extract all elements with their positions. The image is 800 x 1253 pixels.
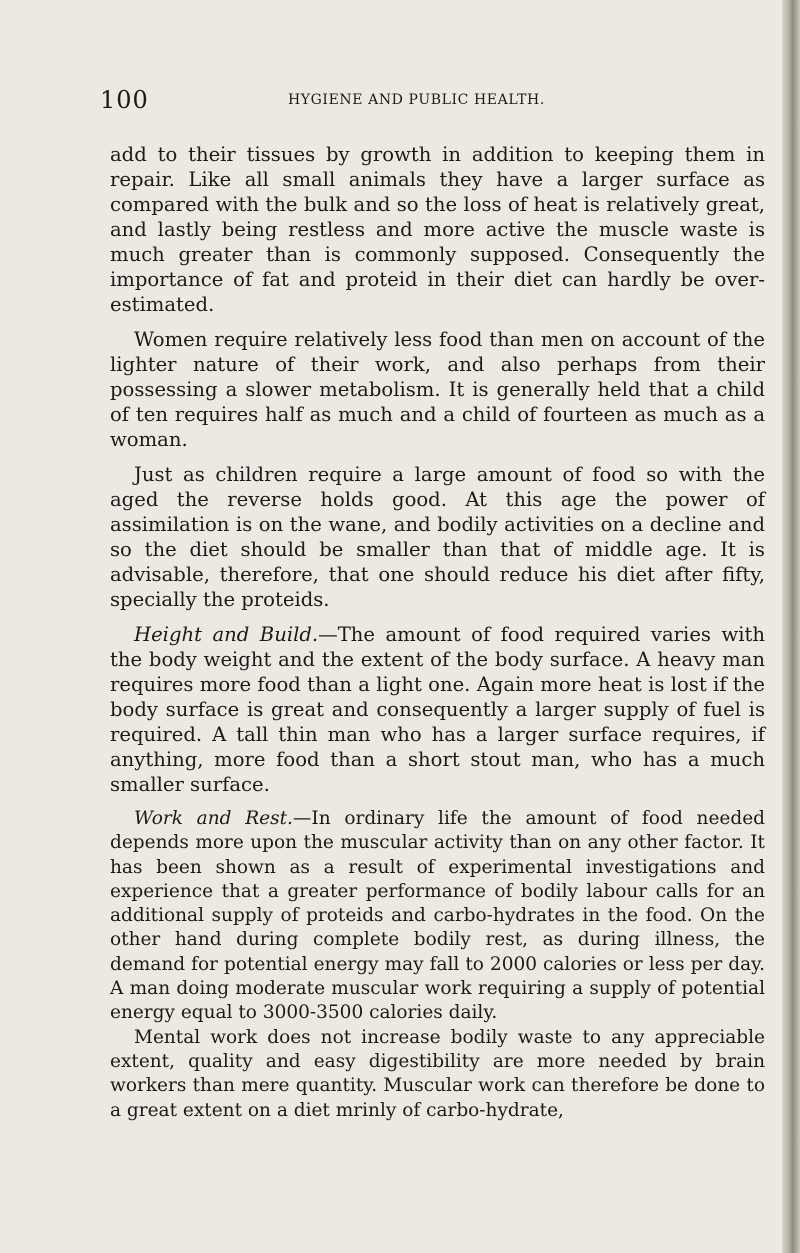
section-lead: Work and Rest. <box>134 808 293 829</box>
paragraph-work-and-rest <box>110 807 765 1026</box>
page-number: 100 <box>100 86 149 114</box>
paragraph-text: —In ordinary life the amount of food needed depends more upon the muscular activity than on any other factor. It has been shown as a result of experimental investigations and experience that a greater performance of bodily labour calls for an additional supply of proteids and carbo-hydrates in the food. On the other hand during complete bodily rest, as during illness, the demand for potential energy may fall to 2000 calories or less per day. A man doing moderate muscular work requiring a supply of potential energy equal to 3000-3500 calories daily. <box>110 808 765 1024</box>
paragraph-mental-work <box>110 1026 765 1123</box>
running-head: HYGIENE AND PUBLIC HEALTH. <box>288 92 545 108</box>
paragraph-text: add to their tissues by growth in addition to keeping them in repair. Like all small animals they have a larger surface as compared with the bulk and so the loss of heat is relatively great, and lastly being restless and more active the muscle waste is much greater than is commonly supposed. Consequently the importance of fat and proteid in their diet can hardly be over-estimated. <box>110 143 765 316</box>
body-text <box>110 142 765 1123</box>
page-edge-shadow <box>782 0 800 1253</box>
paragraph-aged <box>110 462 765 612</box>
section-lead: Height and Build. <box>134 623 319 646</box>
paragraph-text: —The amount of food required varies with the body weight and the extent of the body surface. A heavy man requires more food than a light one. Again more heat is lost if the body surface is great and consequently a larger supply of fuel is required. A tall thin man who has a larger surface requires, if anything, more food than a short stout man, who has a much smaller surface. <box>110 623 765 796</box>
paragraph-women <box>110 327 765 452</box>
page-header <box>100 86 760 116</box>
paragraph-height-and-build <box>110 622 765 797</box>
paragraph-text: Just as children require a large amount of food so with the aged the reverse holds good. At this age the power of assimilation is on the wane, and bodily activities on a decline and so the diet should be smaller than that of middle age. It is advisable, therefore, that one should reduce his diet after fifty, specially the proteids. <box>110 463 765 611</box>
paragraph-text: Women require relatively less food than men on account of the lighter nature of their work, and also perhaps from their possessing a slower metabolism. It is generally held that a child of ten requires half as much and a child of fourteen as much as a woman. <box>110 328 765 451</box>
paragraph-growth <box>110 142 765 317</box>
paragraph-text: Mental work does not increase bodily waste to any appreciable extent, quality and easy digestibility are more needed by brain workers than mere quantity. Muscular work can therefore be done to a great extent on a diet mrinly of carbo-hydrate, <box>110 1026 765 1121</box>
